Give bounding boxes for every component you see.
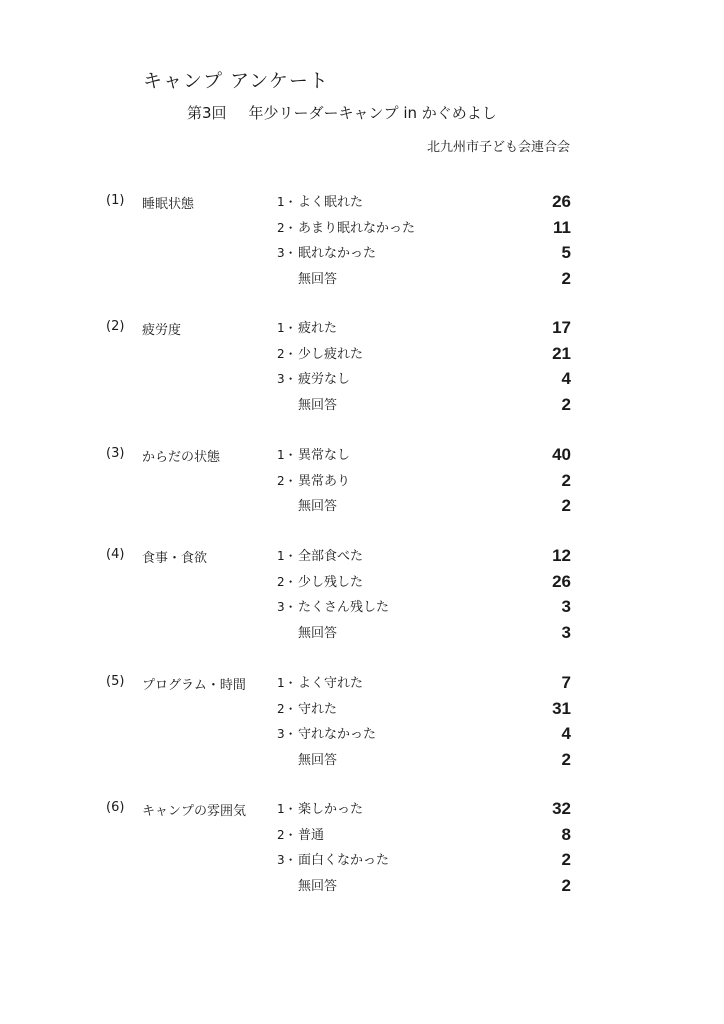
answer-count: 21 — [552, 343, 571, 363]
subtitle-edition: 第3回 — [187, 104, 227, 122]
section-number: (1) — [106, 193, 125, 208]
answer-label: 無回答 — [298, 878, 338, 894]
answer-count: 8 — [561, 824, 571, 844]
answer-count: 3 — [561, 622, 571, 642]
answer-label: 無回答 — [298, 271, 338, 287]
answer-count: 2 — [561, 749, 571, 769]
answer-row — [0, 573, 724, 598]
answer-label: 異常あり — [298, 473, 351, 489]
answer-count: 2 — [561, 875, 571, 895]
answer-row — [0, 446, 724, 471]
answer-label: 楽しかった — [298, 802, 364, 817]
section-number: (6) — [106, 800, 125, 815]
section-number: (4) — [106, 547, 125, 562]
section-title: 疲労度 — [142, 323, 182, 338]
answer-label: 無回答 — [298, 625, 338, 641]
section-title: からだの状態 — [142, 450, 221, 465]
answer-row — [0, 219, 724, 244]
answer-number: 3・ — [277, 372, 297, 386]
answer-count: 26 — [552, 192, 571, 211]
section-title: 食事・食欲 — [142, 551, 208, 566]
section-title: キャンプの雰囲気 — [142, 804, 247, 819]
answer-number: 1・ — [277, 321, 297, 335]
answer-number: 2・ — [277, 574, 297, 589]
answer-row — [0, 396, 724, 421]
answer-count: 40 — [552, 445, 571, 464]
answer-row — [0, 497, 724, 522]
answer-number: 1・ — [277, 802, 297, 816]
answer-row — [0, 598, 724, 623]
answer-count: 26 — [552, 571, 571, 591]
answer-label: 面白くなかった — [298, 853, 390, 868]
answer-number: 3・ — [277, 853, 297, 867]
answer-count: 32 — [552, 799, 571, 818]
answer-label: 疲れた — [298, 321, 338, 336]
answer-row — [0, 547, 724, 572]
answer-label: 眠れなかった — [298, 246, 377, 261]
answer-number: 2・ — [277, 701, 297, 716]
answer-number: 1・ — [277, 549, 297, 563]
answer-row — [0, 193, 724, 218]
answer-number: 1・ — [277, 676, 297, 690]
section-title: プログラム・時間 — [142, 678, 246, 693]
answer-row — [0, 751, 724, 776]
answer-row — [0, 700, 724, 725]
answer-count: 2 — [561, 850, 571, 869]
answer-row — [0, 674, 724, 699]
answer-count: 17 — [552, 318, 571, 337]
organization-name: 北九州市子ども会連合会 — [427, 140, 571, 155]
answer-label: 少し残した — [298, 574, 364, 590]
answer-row — [0, 624, 724, 649]
answer-count: 2 — [561, 496, 571, 515]
answer-row — [0, 826, 724, 851]
section-number: (3) — [106, 446, 125, 461]
answer-label: 守れた — [298, 701, 338, 717]
answer-label: 無回答 — [298, 499, 338, 514]
answer-label: 普通 — [298, 827, 325, 843]
answer-label: たくさん残した — [298, 600, 390, 615]
answer-label: 全部食べた — [298, 549, 364, 564]
answer-row — [0, 800, 724, 825]
section-number: (5) — [106, 674, 125, 689]
document-subtitle — [187, 102, 497, 123]
answer-label: 異常なし — [298, 448, 351, 463]
answer-label: よく守れた — [298, 676, 364, 691]
answer-row — [0, 725, 724, 750]
answer-label: 無回答 — [298, 397, 338, 413]
answer-count: 11 — [553, 217, 571, 237]
answer-row — [0, 319, 724, 344]
answer-label: あまり眠れなかった — [298, 220, 416, 236]
answer-count: 3 — [561, 597, 571, 616]
answer-count: 31 — [552, 698, 571, 718]
answer-row — [0, 244, 724, 269]
answer-number: 2・ — [277, 473, 297, 488]
section-title: 睡眠状態 — [142, 197, 195, 212]
answer-label: 疲労なし — [298, 372, 351, 387]
answer-number: 3・ — [277, 246, 297, 260]
answer-count: 2 — [561, 394, 571, 414]
answer-count: 7 — [561, 673, 571, 692]
answer-row — [0, 851, 724, 876]
answer-label: 無回答 — [298, 752, 338, 768]
answer-row — [0, 472, 724, 497]
answer-count: 2 — [561, 268, 571, 288]
answer-count: 4 — [561, 724, 571, 743]
answer-number: 3・ — [277, 600, 297, 614]
answer-number: 2・ — [277, 827, 297, 842]
answer-label: 守れなかった — [298, 727, 377, 742]
answer-count: 5 — [561, 243, 571, 262]
subtitle-event: 年少リーダーキャンプ in かぐめよし — [248, 104, 497, 122]
answer-number: 2・ — [277, 220, 297, 235]
answer-number: 2・ — [277, 346, 297, 361]
answer-number: 3・ — [277, 727, 297, 741]
answer-label: よく眠れた — [298, 195, 364, 210]
answer-label: 少し疲れた — [298, 346, 364, 362]
answer-row — [0, 345, 724, 370]
answer-number: 1・ — [277, 195, 297, 209]
answer-row — [0, 370, 724, 395]
answer-row — [0, 877, 724, 902]
answer-number: 1・ — [277, 448, 297, 462]
answer-row — [0, 270, 724, 295]
document-title: キャンプ アンケート — [143, 70, 329, 92]
section-number: (2) — [106, 319, 125, 334]
answer-count: 4 — [561, 369, 571, 388]
answer-count: 2 — [561, 470, 571, 490]
answer-count: 12 — [552, 546, 571, 565]
